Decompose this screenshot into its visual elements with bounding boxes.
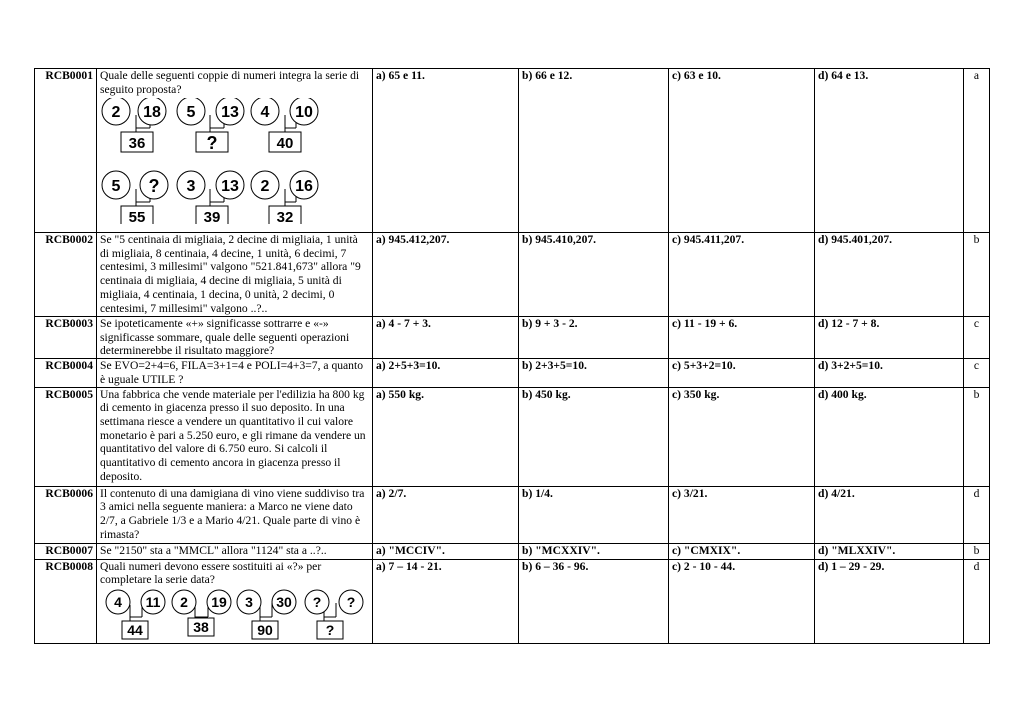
question-text: Quali numeri devono essere sostituiti ai «?» per completare la serie data? (100, 559, 322, 587)
option-a: a) 4 - 7 + 3. (373, 317, 519, 359)
question-cell (97, 69, 373, 233)
question-code: RCB0001 (35, 69, 97, 233)
puzzle-circle: 11 (145, 593, 161, 610)
puzzle-circle: 19 (211, 593, 227, 610)
answer-key: d (964, 559, 990, 643)
puzzle-2 (102, 171, 318, 224)
option-d: d) 400 kg. (815, 387, 964, 486)
option-a: a) 945.412,207. (373, 233, 519, 317)
question-cell (97, 559, 373, 643)
question-text: Una fabbrica che vende materiale per l'edilizia ha 800 kg di cemento in giacenza presso il suo deposito. In una settimana riesce a vendere un quantitativo il cui valore monetario è pari a 5.250 euro, e gli rimane da vendere un quantitativo del valore di 6.750 euro. Si calcoli il quantitativo di cemento ancora in giacenza presso il deposito. (97, 387, 373, 486)
question-text: Se "2150" sta a "MMCL" allora "1124" sta a ..?.. (97, 543, 373, 559)
puzzle-circle: 18 (143, 104, 161, 122)
puzzle-circle: 4 (114, 593, 122, 610)
puzzle-circle: 13 (221, 104, 239, 122)
option-c: c) 350 kg. (669, 387, 815, 486)
answer-key: c (964, 317, 990, 359)
option-c: c) 2 - 10 - 44. (669, 559, 815, 643)
puzzle-circle: 2 (111, 104, 121, 122)
option-a: a) 7 – 14 - 21. (373, 559, 519, 643)
puzzle-box: 90 (257, 621, 273, 638)
question-row (35, 543, 990, 559)
puzzle-circle: 3 (245, 593, 253, 610)
option-b: b) 2+3+5=10. (519, 359, 669, 387)
puzzle-circle: 5 (186, 104, 196, 122)
puzzle-box: ? (206, 133, 218, 154)
question-code: RCB0003 (35, 317, 97, 359)
puzzle-box: 32 (276, 209, 294, 225)
puzzle-box: 40 (276, 135, 294, 153)
puzzle-box: ? (325, 621, 335, 638)
option-c: c) 63 e 10. (669, 69, 815, 233)
option-d: d) 12 - 7 + 8. (815, 317, 964, 359)
question-code: RCB0005 (35, 387, 97, 486)
option-b: b) 450 kg. (519, 387, 669, 486)
option-b: b) 66 e 12. (519, 69, 669, 233)
option-c: c) 945.411,207. (669, 233, 815, 317)
option-a: a) 65 e 11. (373, 69, 519, 233)
option-d: d) 3+2+5=10. (815, 359, 964, 387)
question-row (35, 233, 990, 317)
option-d: d) 4/21. (815, 486, 964, 543)
puzzle-circle: 4 (260, 104, 270, 122)
question-code: RCB0002 (35, 233, 97, 317)
question-code: RCB0004 (35, 359, 97, 387)
question-code: RCB0006 (35, 486, 97, 543)
puzzle-circle: 3 (186, 178, 196, 196)
puzzle-box: 55 (128, 209, 146, 225)
puzzle-circle: 13 (221, 178, 239, 196)
puzzle-circle: 16 (295, 178, 313, 196)
option-d: d) 1 – 29 - 29. (815, 559, 964, 643)
puzzle-box: 39 (203, 209, 221, 225)
option-c: c) 5+3+2=10. (669, 359, 815, 387)
puzzle-circle: 10 (295, 104, 313, 122)
answer-key: a (964, 69, 990, 233)
puzzle-circle: ? (346, 593, 356, 610)
option-c: c) 3/21. (669, 486, 815, 543)
puzzle-circle: 2 (260, 178, 270, 196)
option-c: c) "CMXIX". (669, 543, 815, 559)
question-code: RCB0008 (35, 559, 97, 643)
option-a: a) "MCCIV". (373, 543, 519, 559)
puzzle-circle: 30 (276, 593, 292, 610)
quiz-table (34, 68, 990, 644)
question-text: Quale delle seguenti coppie di numeri integra la serie di seguito proposta? (100, 69, 360, 96)
puzzle-3 (106, 590, 363, 639)
question-code: RCB0007 (35, 543, 97, 559)
question-row (35, 486, 990, 543)
puzzle-circle: 5 (111, 178, 121, 196)
option-b: b) 1/4. (519, 486, 669, 543)
question-row (35, 317, 990, 359)
option-a: a) 550 kg. (373, 387, 519, 486)
option-b: b) "MCXXIV". (519, 543, 669, 559)
option-b: b) 9 + 3 - 2. (519, 317, 669, 359)
question-row (35, 387, 990, 486)
question-text: Il contenuto di una damigiana di vino viene suddiviso tra 3 amici nella seguente maniera: a Marco ne viene dato 2/7, a Gabriele 1/3 e a Mario 4/21. Quale parte di vino è rimasta? (97, 486, 373, 543)
puzzle-circle: ? (312, 593, 322, 610)
answer-key: c (964, 359, 990, 387)
option-b: b) 945.410,207. (519, 233, 669, 317)
number-puzzle-image (100, 589, 370, 643)
question-row (35, 69, 990, 233)
answer-key: b (964, 233, 990, 317)
puzzle-box: 44 (127, 621, 143, 638)
question-text: Se ipoteticamente «+» significasse sottrarre e «-» significasse sommare, quale delle seguenti operazioni determinerebbe il risultato maggiore? (97, 317, 373, 359)
question-text: Se EVO=2+4=6, FILA=3+1=4 e POLI=4+3=7, a quanto è uguale UTILE ? (97, 359, 373, 387)
option-d: d) "MLXXIV". (815, 543, 964, 559)
option-d: d) 945.401,207. (815, 233, 964, 317)
puzzle-box: 36 (128, 135, 146, 153)
option-d: d) 64 e 13. (815, 69, 964, 233)
number-puzzle-image (100, 98, 330, 224)
answer-key: b (964, 387, 990, 486)
puzzle-circle: ? (148, 176, 160, 197)
answer-key: b (964, 543, 990, 559)
puzzle-circle: 2 (180, 593, 188, 610)
puzzle-box: 38 (193, 618, 209, 635)
question-row (35, 559, 990, 643)
answer-key: d (964, 486, 990, 543)
puzzle-1 (102, 98, 318, 153)
question-row (35, 359, 990, 387)
question-text: Se "5 centinaia di migliaia, 2 decine di migliaia, 1 unità di migliaia, 8 centinaia, 4 decine, 1 unità, 6 decimi, 7 centesimi, 3 millesimi" valgono "521.841,673" allora "9 centinaia di migliaia, 4 decine di migliaia, 5 unità di migliaia, 4 centinaia, 1 decina, 0 unità, 2 decimi, 0 centesimi, 7 millesimi" valgono ..?.. (97, 233, 373, 317)
option-b: b) 6 – 36 - 96. (519, 559, 669, 643)
option-a: a) 2/7. (373, 486, 519, 543)
option-a: a) 2+5+3=10. (373, 359, 519, 387)
option-c: c) 11 - 19 + 6. (669, 317, 815, 359)
